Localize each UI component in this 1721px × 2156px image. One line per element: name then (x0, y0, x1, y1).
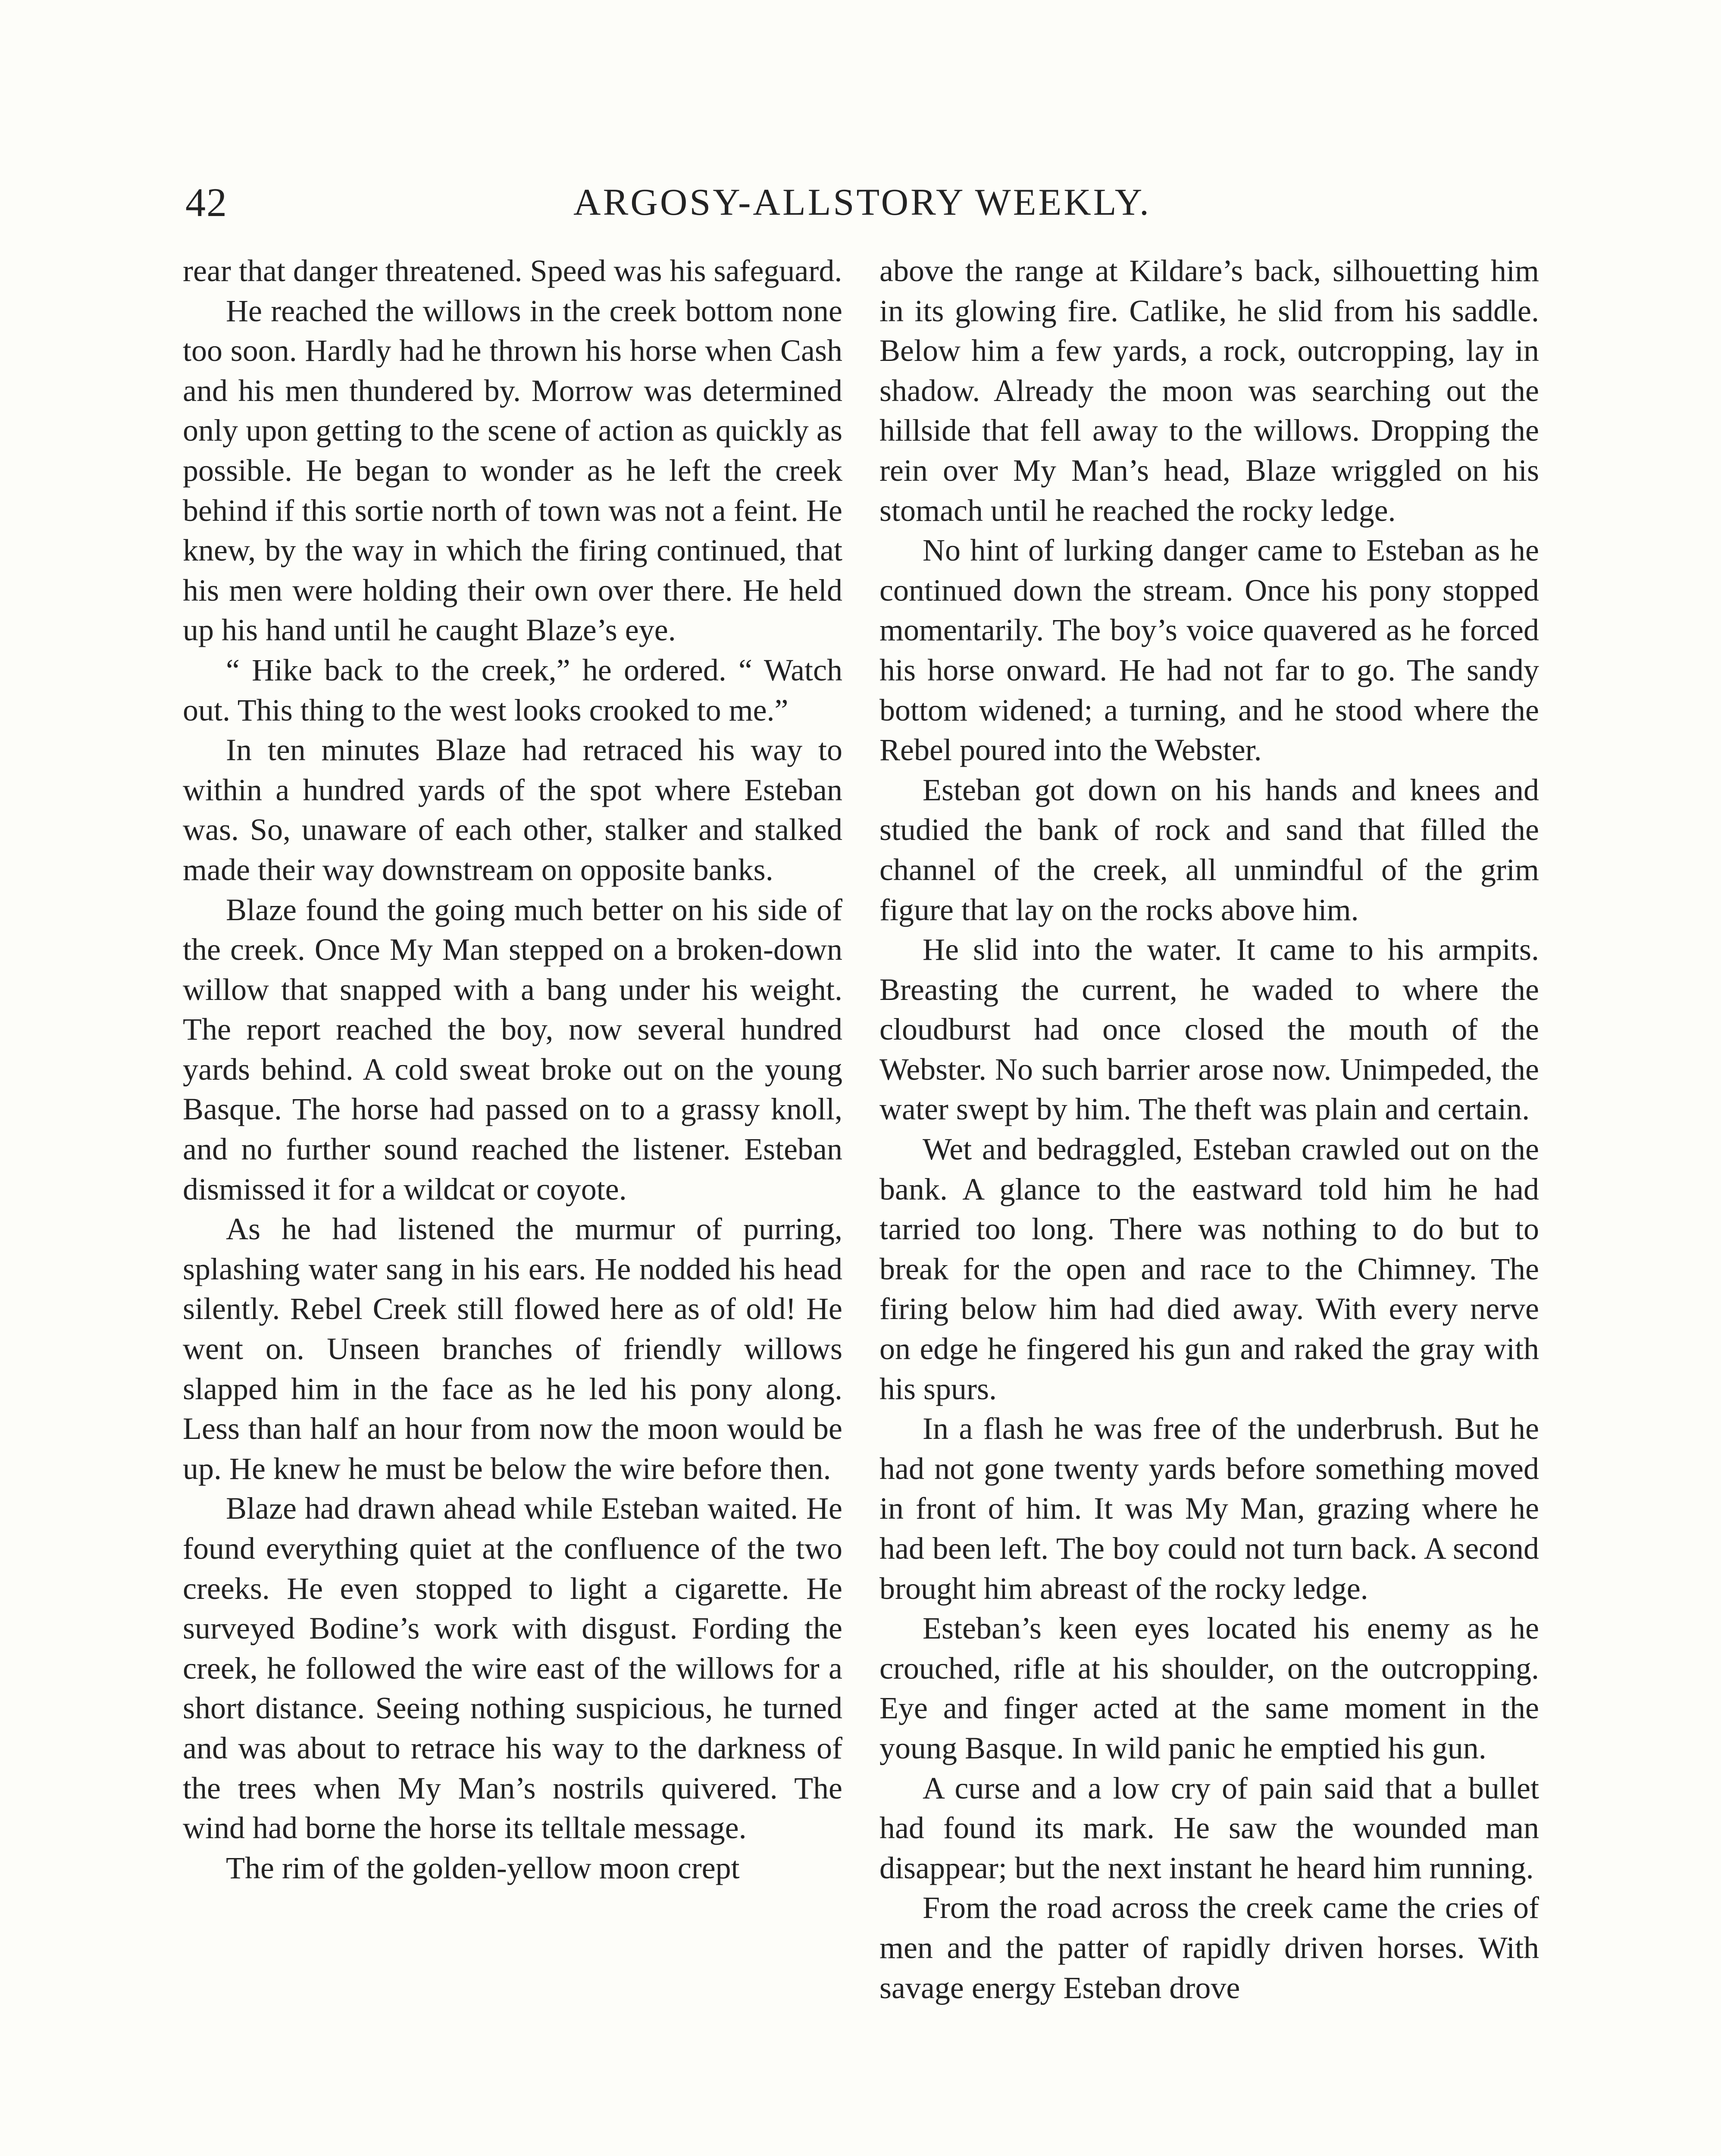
paragraph: rear that danger threatened. Speed was his safeguard. (183, 254, 842, 288)
paragraph: Blaze found the going much better on his side of the creek. Once My Man stepped on a broken-down willow that snapped with a bang under his weight. The report reached the boy, now several hundred yards behind. A cold sweat broke out on the young Basque. The horse had passed on to a grassy knoll, and no further sound reached the listener. Esteban dismissed it for a wildcat or coyote. (183, 892, 842, 1206)
page-number: 42 (185, 180, 228, 225)
paragraph: As he had listened the murmur of purring, splashing water sang in his ears. He nodded his head silently. Rebel Creek still flowed here as of old! He went on. Unseen branches of friendly willows slapped him in the face as he led his pony along. Less than half an hour from now the moon would be up. He knew he must be below the wire before then. (183, 1212, 842, 1486)
paragraph: Wet and bedraggled, Esteban crawled out on the bank. A glance to the eastward told him he had tarried too long. There was nothing to do but to break for the open and race to the Chimney. The firing below him had died away. With every nerve on edge he fingered his gun and raked the gray with his spurs. (879, 1132, 1539, 1406)
right-column (879, 251, 1539, 2008)
left-column (183, 251, 842, 1888)
paragraph: The rim of the golden-yellow moon crept (226, 1850, 740, 1885)
paragraph: Blaze had drawn ahead while Esteban waited. He found everything quiet at the confluence of the two creeks. He even stopped to light a cigarette. He surveyed Bodine’s work with disgust. Fording the creek, he followed the wire east of the willows for a short distance. Seeing nothing suspicious, he turned and was about to retrace his way to the darkness of the trees when My Man’s nostrils quivered. The wind had borne the horse its telltale message. (183, 1491, 842, 1846)
paragraph: “ Hike back to the creek,” he ordered. “ Watch out. This thing to the west looks crooked to me.” (183, 652, 842, 727)
paragraph: He reached the willows in the creek bottom none too soon. Hardly had he thrown his horse when Cash and his men thundered by. Morrow was determined only upon getting to the scene of action as quickly as possible. He began to wonder as he left the creek behind if this sortie north of town was not a feint. He knew, by the way in which the firing continued, that his men were holding their own over there. He held up his hand until he caught Blaze’s eye. (183, 293, 842, 648)
paragraph: Esteban got down on his hands and knees and studied the bank of rock and sand that filled the channel of the creek, all unmindful of the grim figure that lay on the rocks above him. (879, 772, 1539, 927)
paragraph: He slid into the water. It came to his armpits. Breasting the current, he waded to where the cloudburst had once closed the mouth of the Webster. No such barrier arose now. Unimpeded, the water swept by him. The theft was plain and certain. (879, 932, 1539, 1127)
paragraph: In a flash he was free of the underbrush. But he had not gone twenty yards before something moved in front of him. It was My Man, grazing where he had been left. The boy could not turn back. A second brought him abreast of the rocky ledge. (879, 1411, 1539, 1606)
paragraph: Esteban’s keen eyes located his enemy as he crouched, rifle at his shoulder, on the outcropping. Eye and finger acted at the same moment in the young Basque. In wild panic he emptied his gun. (879, 1611, 1539, 1765)
paragraph: above the range at Kildare’s back, silhouetting him in its glowing fire. Catlike, he slid from his saddle. Below him a few yards, a rock, outcropping, lay in shadow. Already the moon was searching out the hillside that fell away to the willows. Dropping the rein over My Man’s head, Blaze wriggled on his stomach until he reached the rocky ledge. (879, 254, 1539, 528)
paragraph: From the road across the creek came the cries of men and the patter of rapidly driven horses. With savage energy Esteban drove (879, 1890, 1539, 2005)
running-head: ARGOSY-ALLSTORY WEEKLY. (573, 182, 1151, 223)
paragraph: A curse and a low cry of pain said that a bullet had found its mark. He saw the wounded man disappear; but the next instant he heard him running. (879, 1771, 1539, 1885)
paragraph: No hint of lurking danger came to Esteban as he continued down the stream. Once his pony stopped momentarily. The boy’s voice quavered as he forced his horse onward. He had not far to go. The sandy bottom widened; a turning, and he stood where the Rebel poured into the Webster. (879, 533, 1539, 768)
page-header (185, 175, 1539, 231)
paragraph: In ten minutes Blaze had retraced his way to within a hundred yards of the spot where Esteban was. So, unaware of each other, stalker and stalked made their way downstream on opposite banks. (183, 733, 842, 887)
